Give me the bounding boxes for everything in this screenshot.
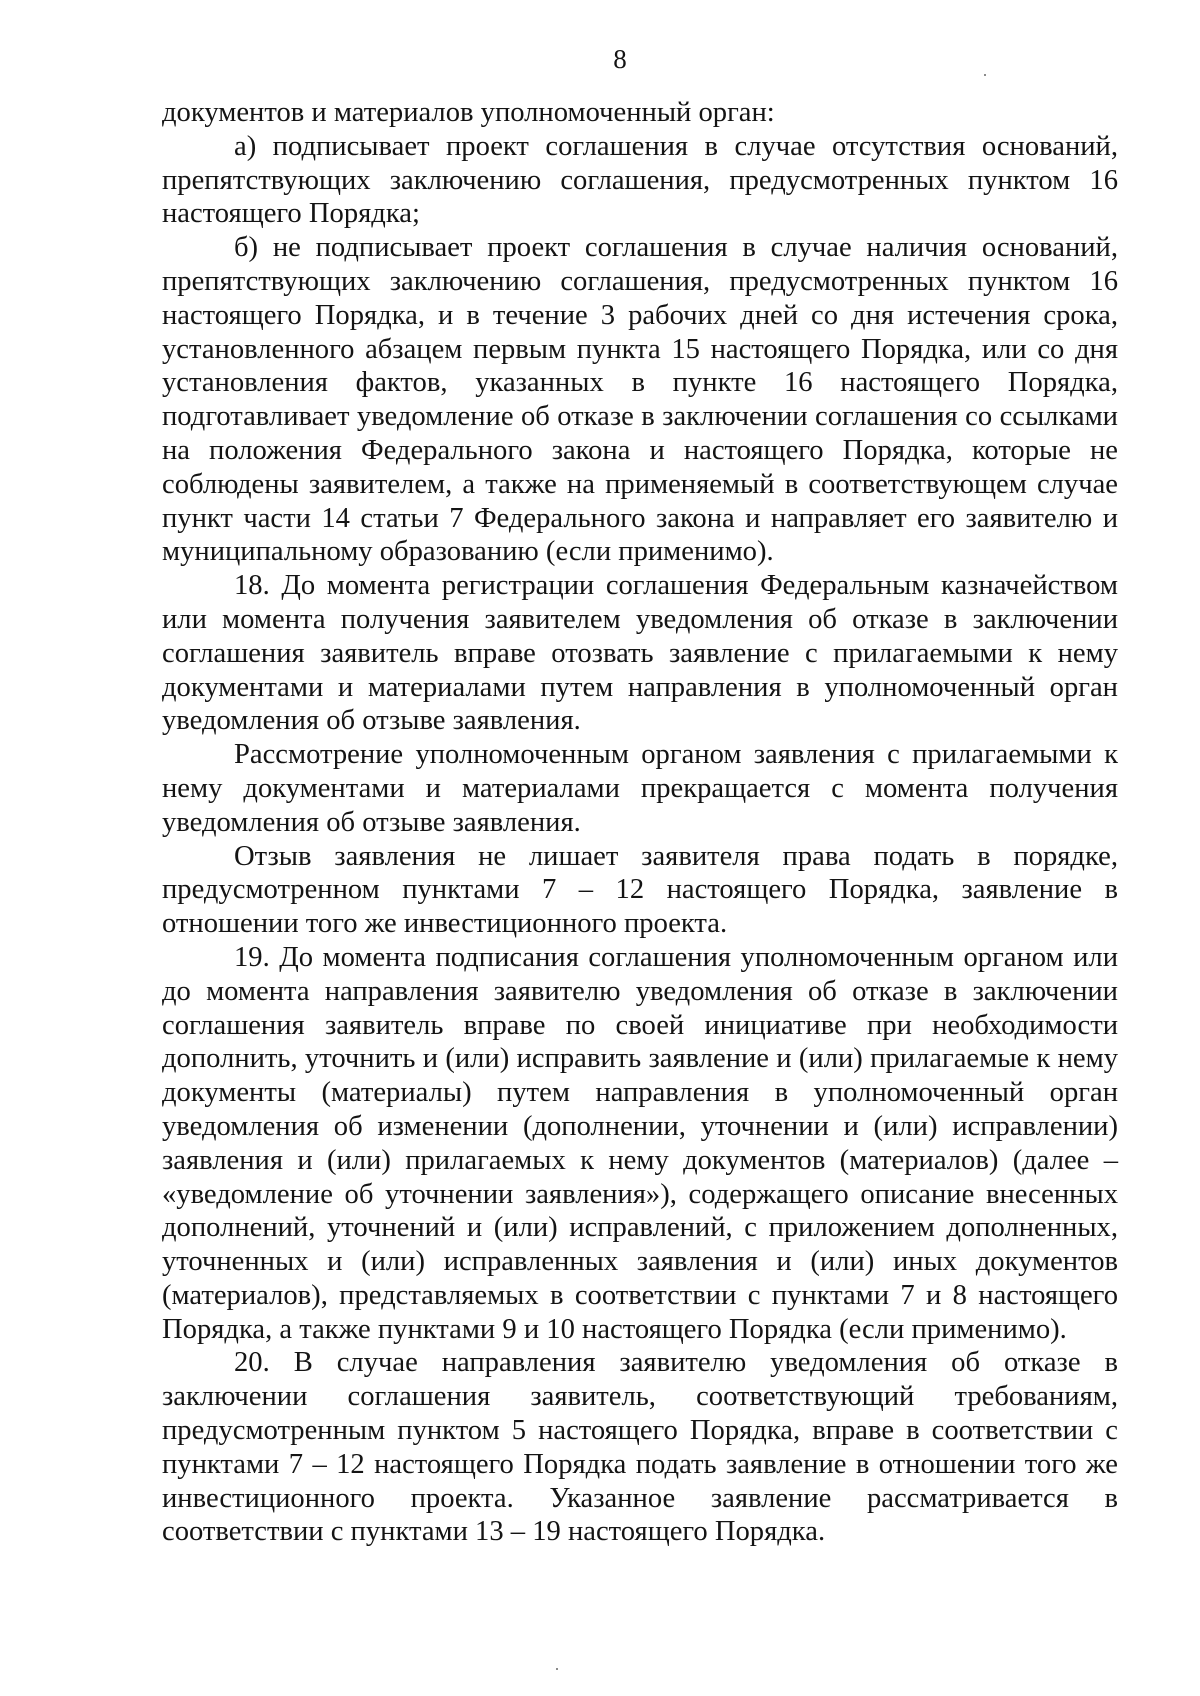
paragraph-item-18-review: Рассмотрение уполномоченным органом заявления с прилагаемыми к нему документами и материалами прекращается с момента получения уведомления об отзыве заявления.	[162, 739, 1118, 838]
page-number: 8	[613, 44, 627, 74]
paragraph-item-20: 20. В случае направления заявителю уведомления об отказе в заключении соглашения заявитель, соответствующий требованиям, предусмотренным пунктом 5 настоящего Порядка, вправе в соответствии с пунктами 7 – 12 настоящего Порядка подать заявление в отношении того же инвестиционного проекта. Указанное заявление рассматривается в соответствии с пунктами 13 – 19 настоящего Порядка.	[162, 1347, 1118, 1548]
paragraph-item-18: 18. До момента регистрации соглашения Федеральным казначейством или момента получения заявителем уведомления об отказе в заключении соглашения заявитель вправе отозвать заявление с прилагаемыми к нему документами и материалами путем направления в уполномоченный орган уведомления об отзыве заявления.	[162, 570, 1118, 737]
paragraph-item-19: 19. До момента подписания соглашения уполномоченным органом или до момента направления заявителю уведомления об отказе в заключении соглашения заявитель вправе по своей инициативе при необходимости дополнить, уточнить и (или) исправить заявление и (или) прилагаемые к нему документы (материалы) путем направления в уполномоченный орган уведомления об изменении (дополнении, уточнении и (или) исправлении) заявления и (или) прилагаемых к нему документов (материалов) (далее – «уведомление об уточнении заявления»), содержащего описание внесенных дополнений, уточнений и (или) исправлений, с приложением дополненных, уточненных и (или) исправленных заявления и (или) иных документов (материалов), представляемых в соответствии с пунктами 7 и 8 настоящего Порядка, а также пунктами 9 и 10 настоящего Порядка (если применимо).	[162, 941, 1118, 1345]
paragraph-subitem-a: а) подписывает проект соглашения в случае отсутствия оснований, препятствующих заключению соглашения, предусмотренных пунктом 16 настоящего Порядка;	[162, 130, 1118, 230]
paragraph-item-18-withdrawal: Отзыв заявления не лишает заявителя права подать в порядке, предусмотренном пунктами 7 – 12 настоящего Порядка, заявление в отношении того же инвестиционного проекта.	[162, 840, 1118, 940]
document-body	[162, 96, 1118, 1549]
scan-speck	[556, 1668, 558, 1670]
scan-speck	[984, 74, 986, 76]
paragraph-continuation: документов и материалов уполномоченный орган:	[162, 97, 775, 128]
paragraph-subitem-b: б) не подписывает проект соглашения в случае наличия оснований, препятствующих заключению соглашения, предусмотренных пунктом 16 настоящего Порядка, и в течение 3 рабочих дней со дня истечения срока, установленного абзацем первым пункта 15 настоящего Порядка, или со дня установления фактов, указанных в пункте 16 настоящего Порядка, подготавливает уведомление об отказе в заключении соглашения со ссылками на положения Федерального закона и настоящего Порядка, которые не соблюдены заявителем, а также на применяемый в соответствующем случае пункт части 14 статьи 7 Федерального закона и направляет его заявителю и муниципальному образованию (если применимо).	[162, 232, 1118, 568]
